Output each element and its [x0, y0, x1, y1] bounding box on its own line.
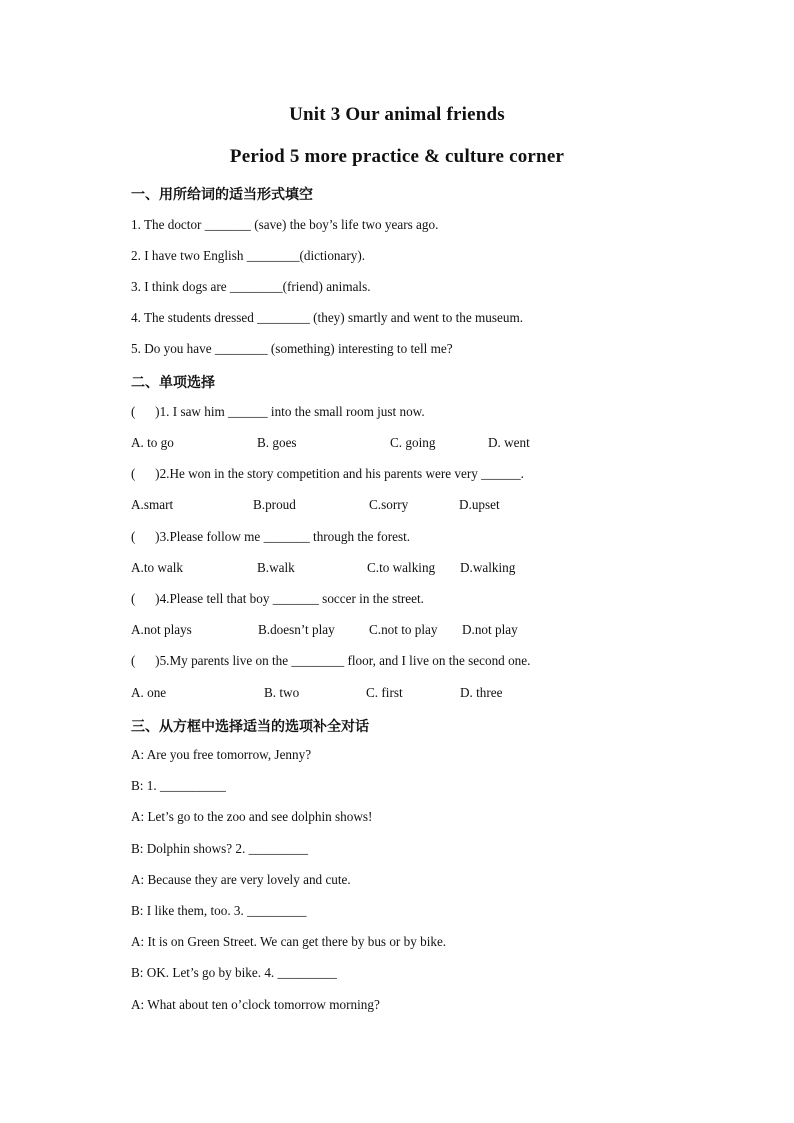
q5-option-a: A. one — [131, 685, 167, 700]
dialogue-line-2: B: 1. __________ — [131, 778, 226, 793]
dialogue-line-4: B: Dolphin shows? 2. _________ — [131, 841, 308, 856]
dialogue-line-6: B: I like them, too. 3. _________ — [131, 903, 307, 918]
dialogue-line-9: A: What about ten o’clock tomorrow morning? — [131, 997, 380, 1012]
dialogue-line-3: A: Let’s go to the zoo and see dolphin shows! — [131, 809, 373, 824]
dialogue-line-5: A: Because they are very lovely and cute. — [131, 872, 351, 887]
page-title: Unit 3 Our animal friends — [289, 104, 505, 125]
fill-item-5: 5. Do you have ________ (something) interesting to tell me? — [131, 341, 453, 356]
fill-item-4: 4. The students dressed ________ (they) smartly and went to the museum. — [131, 310, 524, 325]
fill-item-2: 2. I have two English ________(dictionary). — [131, 248, 366, 263]
q1-option-a: A. to go — [131, 435, 174, 450]
page-subtitle: Period 5 more practice & culture corner — [229, 146, 565, 167]
q5-option-c: C. first — [366, 685, 403, 700]
q3-option-a: A.to walk — [131, 560, 184, 575]
section3-heading: 三、从方框中选择适当的选项补全对话 — [131, 719, 369, 735]
dialogue-line-1: A: Are you free tomorrow, Jenny? — [131, 747, 312, 762]
q1-option-b: B. goes — [257, 435, 297, 450]
q2-option-c: C.sorry — [369, 497, 409, 512]
q4-option-a: A.not plays — [131, 622, 192, 637]
q4-option-d: D.not play — [462, 622, 518, 637]
choice-question-5: ( )5.My parents live on the ________ floor, and I live on the second one. — [131, 653, 531, 668]
q2-option-a: A.smart — [131, 497, 174, 512]
dialogue-line-7: A: It is on Green Street. We can get there by bus or by bike. — [131, 934, 447, 949]
q2-option-b: B.proud — [253, 497, 296, 512]
q3-option-b: B.walk — [257, 560, 295, 575]
choice-question-4: ( )4.Please tell that boy _______ soccer in the street. — [131, 591, 424, 606]
q3-option-c: C.to walking — [367, 560, 436, 575]
q5-option-b: B. two — [264, 685, 300, 700]
q1-option-d: D. went — [488, 435, 530, 450]
choice-question-3: ( )3.Please follow me _______ through the forest. — [131, 529, 411, 544]
fill-item-1: 1. The doctor _______ (save) the boy’s life two years ago. — [131, 217, 439, 232]
q4-option-b: B.doesn’t play — [258, 622, 335, 637]
q5-option-d: D. three — [460, 685, 503, 700]
q4-option-c: C.not to play — [369, 622, 438, 637]
choice-question-1: ( )1. I saw him ______ into the small room just now. — [131, 404, 425, 419]
q3-option-d: D.walking — [460, 560, 516, 575]
dialogue-line-8: B: OK. Let’s go by bike. 4. _________ — [131, 965, 337, 980]
choice-question-2: ( )2.He won in the story competition and his parents were very ______. — [131, 466, 524, 481]
q1-option-c: C. going — [390, 435, 436, 450]
fill-item-3: 3. I think dogs are ________(friend) animals. — [131, 279, 371, 294]
q2-option-d: D.upset — [459, 497, 500, 512]
section1-heading: 一、用所给词的适当形式填空 — [131, 187, 313, 203]
section2-heading: 二、单项选择 — [131, 375, 215, 391]
